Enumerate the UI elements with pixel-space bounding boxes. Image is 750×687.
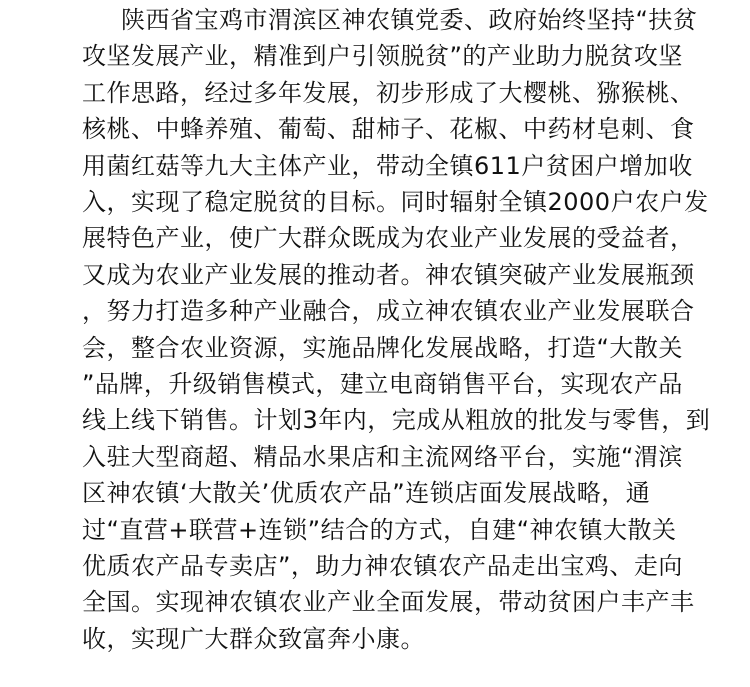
paragraph-line: 核桃、中蜂养殖、葡萄、甜柿子、花椒、中药材皂刺、食 xyxy=(82,115,695,143)
paragraph-line: 又成为农业产业发展的推动者。神农镇突破产业发展瓶颈 xyxy=(82,261,695,289)
paragraph-line: 会，整合农业资源，实施品牌化发展战略，打造“大散关 xyxy=(82,334,683,362)
paragraph-line: 全国。实现神农镇农业产业全面发展，带动贫困户丰产丰 xyxy=(82,588,695,616)
paragraph-line: 线上线下销售。计划3年内，完成从粗放的批发与零售，到 xyxy=(82,406,711,434)
paragraph-line: 入，实现了稳定脱贫的目标。同时辐射全镇2000户农户发 xyxy=(82,188,709,216)
paragraph-line: 收，实现广大群众致富奔小康。 xyxy=(82,625,425,653)
paragraph-line: 入驻大型商超、精品水果店和主流网络平台，实施“渭滨 xyxy=(82,443,683,471)
paragraph-line: 展特色产业，使广大群众既成为农业产业发展的受益者， xyxy=(82,224,695,252)
paragraph-line: 过“直营+联营+连锁”结合的方式，自建“神农镇大散关 xyxy=(82,516,677,544)
paragraph-line: 工作思路，经过多年发展，初步形成了大樱桃、猕猴桃、 xyxy=(82,79,695,107)
paragraph-line: 攻坚发展产业，精准到户引领脱贫”的产业助力脱贫攻坚 xyxy=(82,42,683,70)
paragraph-line: ”品牌，升级销售模式，建立电商销售平台，实现农产品 xyxy=(82,370,683,398)
paragraph-line: 优质农产品专卖店”，助力神农镇农产品走出宝鸡、走向 xyxy=(82,552,683,580)
paragraph-line: 用菌红菇等九大主体产业，带动全镇611户贫困户增加收 xyxy=(82,152,693,180)
paragraph-line: 陕西省宝鸡市渭滨区神农镇党委、政府始终坚持“扶贫 xyxy=(121,6,698,34)
paragraph-line: ，努力打造多种产业融合，成立神农镇农业产业发展联合 xyxy=(82,297,695,325)
paragraph-line: 区神农镇‘大散关’优质农产品”连锁店面发展战略，通 xyxy=(82,479,651,507)
